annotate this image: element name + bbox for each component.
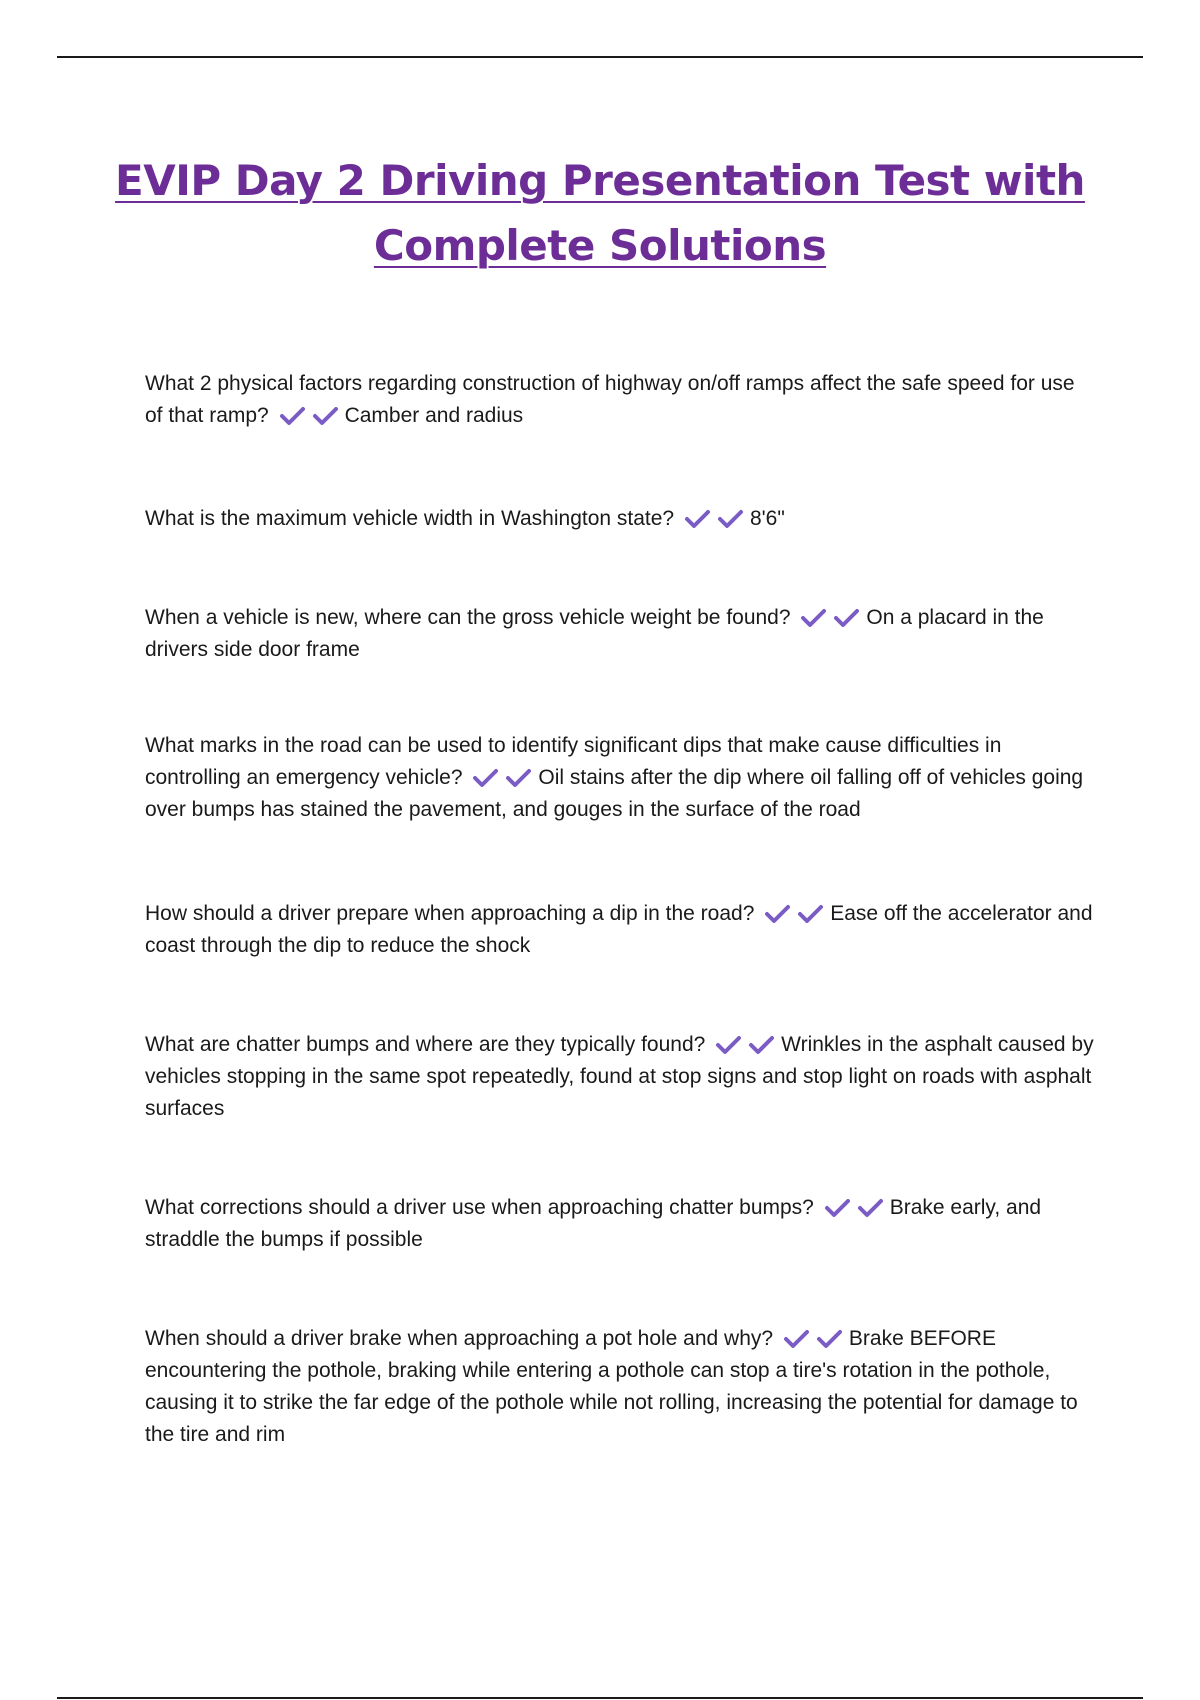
- bottom-divider: [57, 1697, 1143, 1699]
- checkmark-icon: [797, 904, 824, 924]
- checkmark-icon: [857, 1198, 884, 1218]
- qa-item-4: [145, 730, 1095, 826]
- question-text: What marks in the road can be used to identify significant dips that make cause difficulties in controlling an emergency vehicle?: [145, 734, 1002, 789]
- checkmark-icon: [748, 1035, 775, 1055]
- qa-item-7: [145, 1192, 1095, 1256]
- qa-item-2: [145, 503, 1095, 535]
- qa-item-1: [145, 368, 1095, 432]
- checkmark-icon: [717, 509, 744, 529]
- answer-text: Ease off the accelerator and coast through the dip to reduce the shock: [145, 902, 1093, 957]
- checkmark-icon: [800, 608, 827, 628]
- checkmark-icon: [715, 1035, 742, 1055]
- checkmark-icon: [684, 509, 711, 529]
- answer-text: Brake early, and straddle the bumps if possible: [145, 1196, 1042, 1251]
- qa-item-8: [145, 1323, 1095, 1451]
- checkmark-icon: [505, 768, 532, 788]
- question-text: How should a driver prepare when approaching a dip in the road?: [145, 902, 755, 925]
- answer-text: Camber and radius: [344, 404, 524, 427]
- qa-item-3: [145, 602, 1095, 666]
- qa-item-6: [145, 1029, 1095, 1125]
- answer-text: Brake BEFORE encountering the pothole, braking while entering a pothole can stop a tire's rotation in the pothole, causing it to strike the far edge of the pothole while not rolling, increasing the potential for damage to the tire and rim: [145, 1327, 1078, 1446]
- qa-item-5: [145, 898, 1095, 962]
- top-divider: [57, 56, 1143, 58]
- answer-text: 8'6": [749, 507, 785, 530]
- checkmark-icon: [824, 1198, 851, 1218]
- question-text: What are chatter bumps and where are they typically found?: [145, 1033, 706, 1056]
- checkmark-icon: [783, 1329, 810, 1349]
- question-text: What 2 physical factors regarding construction of highway on/off ramps affect the safe speed for use of that ramp?: [145, 372, 1075, 427]
- checkmark-icon: [833, 608, 860, 628]
- answer-text: Wrinkles in the asphalt caused by vehicles stopping in the same spot repeatedly, found at stop signs and stop light on roads with asphalt surfaces: [145, 1033, 1094, 1120]
- question-text: What is the maximum vehicle width in Washington state?: [145, 507, 675, 530]
- document-title: EVIP Day 2 Driving Presentation Test with Complete Solutions: [115, 156, 1085, 270]
- question-text: When should a driver brake when approaching a pot hole and why?: [145, 1327, 774, 1350]
- answer-text: Oil stains after the dip where oil falling off of vehicles going over bumps has stained the pavement, and gouges in the surface of the road: [145, 766, 1084, 821]
- question-text: When a vehicle is new, where can the gross vehicle weight be found?: [145, 606, 791, 629]
- checkmark-icon: [312, 406, 339, 426]
- checkmark-icon: [279, 406, 306, 426]
- checkmark-icon: [816, 1329, 843, 1349]
- checkmark-icon: [764, 904, 791, 924]
- question-text: What corrections should a driver use when approaching chatter bumps?: [145, 1196, 814, 1219]
- answer-text: On a placard in the drivers side door frame: [145, 606, 1044, 661]
- checkmark-icon: [472, 768, 499, 788]
